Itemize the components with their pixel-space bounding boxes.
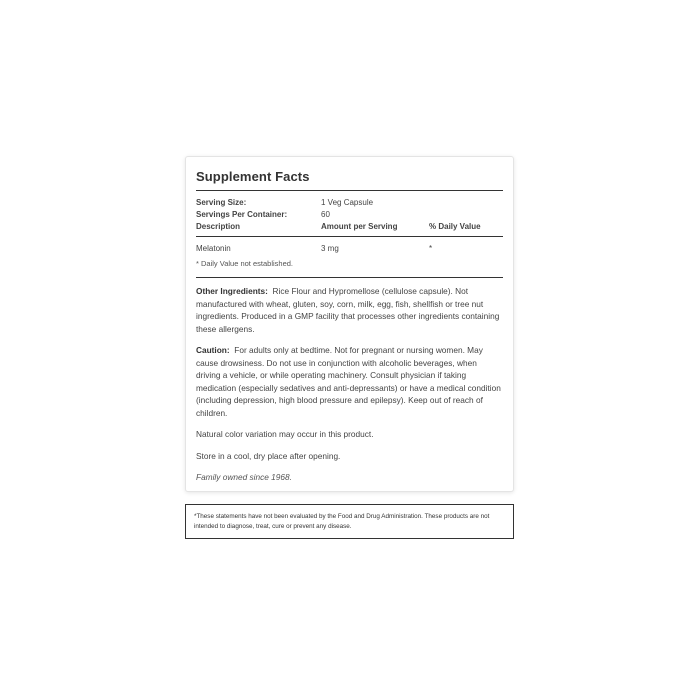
servings-value: 60: [321, 209, 330, 219]
other-ingredients-text: Rice Flour and Hypromellose (cellulose capsule). Not manufactured with wheat, gluten, soy, corn, milk, egg, fish, shellfish or tree nut ingredients. Produced in a GMP facility that processes other ingredients containing these allergens.: [196, 286, 500, 334]
family-owned-note: Family owned since 1968.: [196, 472, 292, 482]
caution-text: For adults only at bedtime. Not for pregnant or nursing women. May cause drowsiness. Do not use in conjunction with alcoholic beverages, when driving a vehicle, or while operating machinery. Consult physician if taking medication (especially sedatives and anti-depressants) or have a medical condition (including depression, high blood pressure and epilepsy). Keep out of reach of children.: [196, 345, 501, 418]
serving-size-row: [196, 196, 503, 208]
col-daily-value: % Daily Value: [429, 221, 481, 231]
column-header-row: [196, 220, 503, 232]
nutrient-table: [196, 241, 503, 255]
other-ingredients: [196, 285, 503, 335]
nutrient-dv: *: [429, 243, 433, 253]
caution: [196, 344, 503, 419]
daily-value-footnote: * Daily Value not established.: [196, 259, 294, 268]
fda-disclaimer: *These statements have not been evaluated by the Food and Drug Administration. These products are not intended to diagnose, treat, cure or prevent any disease.: [185, 504, 514, 539]
storage-note: Store in a cool, dry place after opening.: [196, 450, 341, 461]
col-description: Description: [196, 221, 241, 231]
nutrient-amount: 3 mg: [321, 243, 339, 253]
color-variation-note: Natural color variation may occur in this product.: [196, 429, 374, 439]
serving-size-value: 1 Veg Capsule: [321, 197, 374, 207]
servings-per-container-row: [196, 208, 503, 220]
serving-table: [196, 196, 503, 232]
servings-label: Servings Per Container:: [196, 209, 288, 219]
nutrient-name: Melatonin: [196, 243, 231, 253]
other-ingredients-label: Other Ingredients:: [196, 286, 268, 296]
panel-title: Supplement Facts: [196, 169, 310, 184]
footnote-divider: [196, 277, 503, 278]
supplement-facts-panel: [185, 156, 514, 492]
col-amount: Amount per Serving: [321, 221, 398, 231]
caution-label: Caution:: [196, 345, 230, 355]
serving-info: [196, 191, 503, 236]
serving-size-label: Serving Size:: [196, 197, 247, 207]
nutrients: [196, 237, 503, 277]
table-row: [196, 241, 503, 255]
